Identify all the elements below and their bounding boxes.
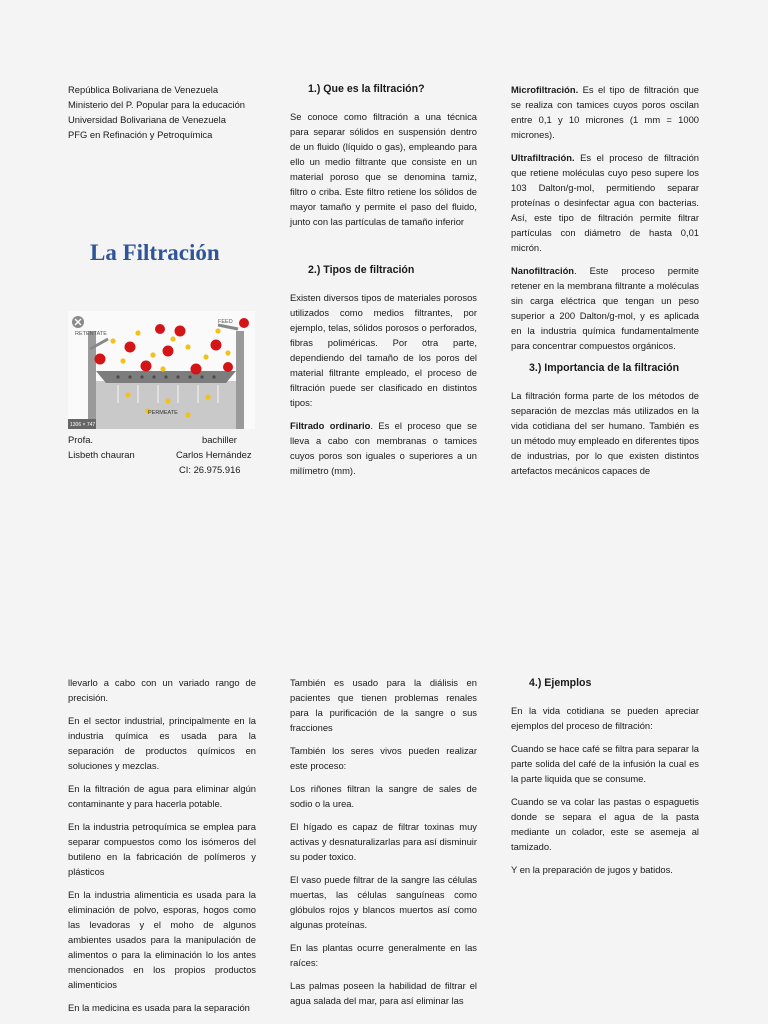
section-heading-3: 3.) Importancia de la filtración (529, 362, 680, 374)
paragraph: En la industria alimenticia es usada para la eliminación de polvo, esporas, hogos como las levadoras y el moho de algunos ambientes usados para la manipulación de alimentos o para la eliminación lo los antes mencionados en los propios productos alimenticios (68, 889, 256, 990)
header-line: República Bolivariana de Venezuela (68, 84, 219, 95)
paragraph: También los seres vivos pueden realizar este proceso: (290, 745, 477, 771)
paragraph: Existen diversos tipos de materiales porosos utilizados como medios filtrantes, por ejemplo, telas, sólidos porosos o perforados, fibras poliméricas. Por otra parte, dependiendo del tamaño de los poros del material filtrante empleado, el proceso de filtración puede ser clasificado en distintos tipos: (290, 292, 477, 408)
header-line: PFG en Refinación y Petroquímica (68, 129, 213, 140)
term-text: Es el proceso de filtración que retiene moléculas cuyo peso supere los 103 Dalton/g-mol, permitiendo separar proteínas o desinfectar agua con bacterias. Así, este tipo de filtración permite filtrar partículas con diámetro de hasta 0,01 micrón. (511, 152, 699, 253)
paragraph: En la vida cotidiana se pueden apreciar ejemplos del proceso de filtración: (511, 705, 699, 731)
term: Ultrafiltración. (511, 152, 575, 163)
term: Filtrado ordinario (290, 420, 371, 431)
paragraph: En la industria petroquímica se emplea para separar compuestos como los isómeros del butileno en la fabricación de polímeros y plásticos (68, 821, 256, 877)
header-line: Ministerio del P. Popular para la educación (68, 99, 246, 110)
term-text: . Es el proceso que se lleva a cabo con membranas o tamices cuyos poros son iguales o superiores a un milímetro (mm). (290, 420, 478, 476)
right-wall (236, 331, 244, 429)
paragraph: Los riñones filtran la sangre de sales de sodio o la urea. (290, 783, 477, 809)
feed-label: FEED (218, 319, 233, 325)
paragraph: Cuando se hace café se filtra para separar la parte solida del café de la infusión la cual es la parte liquida que se consume. (511, 743, 699, 784)
section-heading-2: 2.) Tipos de filtración (308, 264, 415, 276)
paragraph: En la filtración de agua para eliminar algún contaminante y para hacerla potable. (68, 783, 256, 809)
paragraph: También es usado para la diálisis en pacientes que tienen problemas renales para la purificación de la sangre o sus fracciones (290, 677, 477, 733)
paragraph: Se conoce como filtración a una técnica para separar sólidos en suspensión dentro de un fluido (líquido o gas), empleando para ello un medio filtrante que consiste en un material poroso que se denomina tamiz, filtro o criba. Este filtro retiene los sólidos de mayor tamaño y permite el paso del fluido, junto con las partículas de tamaño inferior (290, 111, 477, 227)
section-heading-1: 1.) Que es la filtración? (308, 83, 425, 95)
column-4 (68, 675, 256, 1023)
teacher-name: Lisbeth chauran (68, 449, 135, 460)
retentate-label: RETENTATE (75, 331, 107, 337)
paragraph: En las plantas ocurre generalmente en las raíces: (290, 942, 477, 968)
permeate-label: PERMEATE (148, 410, 178, 416)
term: Nanofiltración (511, 265, 575, 276)
paragraph (511, 150, 699, 255)
document-title: La Filtración (90, 240, 220, 265)
paragraph: La filtración forma parte de los métodos de separación de mezclas más utilizados en la vida cotidiana del ser humano. También es un método muy empleado en diferentes tipos de industrias, por lo que existen distintos artefactos mecánicos capaces de (511, 390, 699, 476)
paragraph (511, 82, 699, 142)
paragraph: Las palmas poseen la habilidad de filtrar el agua salada del mar, para así eliminar las (290, 980, 477, 1006)
section-heading-4: 4.) Ejemplos (529, 677, 592, 689)
student-ci: CI: 26.975.916 (179, 464, 241, 475)
paragraph: Cuando se va colar las pastas o espaguetis donde se separa el agua de la pasta mediante un colador, este se asemeja al tamizado. (511, 796, 699, 852)
term-text: . Este proceso permite retener en la membrana filtrante a moléculas sin carga eléctrica que tengan un peso superior a 200 Dalton/g-mol, y es aplicada en la industria química fundamentalmente para concentrar compuestos orgánicos. (511, 265, 699, 351)
column-3 (511, 82, 699, 486)
paragraph: Y en la preparación de jugos y batidos. (511, 864, 673, 875)
paragraph: El vaso puede filtrar de la sangre las células muertas, las células sanguíneas como glóbulos rojos y blancos muertos así como algunas proteínas. (290, 874, 477, 930)
column-6 (511, 676, 699, 885)
paragraph: En la medicina es usada para la separación (68, 1002, 250, 1013)
paragraph: En el sector industrial, principalmente en la industria química es usada para la separación de productos químicos en soluciones y mezclas. (68, 715, 256, 771)
permeate-chamber (96, 381, 236, 429)
filtration-diagram-graphic (68, 311, 255, 429)
paragraph (290, 418, 477, 478)
paragraph (511, 263, 699, 353)
institution-header (68, 82, 245, 142)
column-5 (290, 675, 477, 1016)
bachiller-label: bachiller (202, 434, 237, 445)
header-line: Universidad Bolivariana de Venezuela (68, 114, 226, 125)
paragraph: El hígado es capaz de filtrar toxinas muy activas y desnaturalizarlas para así disminuir su poder toxico. (290, 821, 477, 862)
column-2 (290, 82, 477, 486)
term: Microfiltración. (511, 84, 579, 95)
filtration-diagram (68, 311, 255, 429)
term-text: Es el tipo de filtración que se realiza con tamices cuyos poros oscilan entre 0,1 y 10 micrones (1 mm = 1000 micrones). (511, 84, 699, 140)
paragraph: llevarlo a cabo con un variado rango de precisión. (68, 677, 256, 703)
profa-label: Profa. (68, 434, 94, 445)
student-name: Carlos Hernández (176, 449, 252, 460)
image-size-label: 1306 × 747 (70, 422, 96, 428)
